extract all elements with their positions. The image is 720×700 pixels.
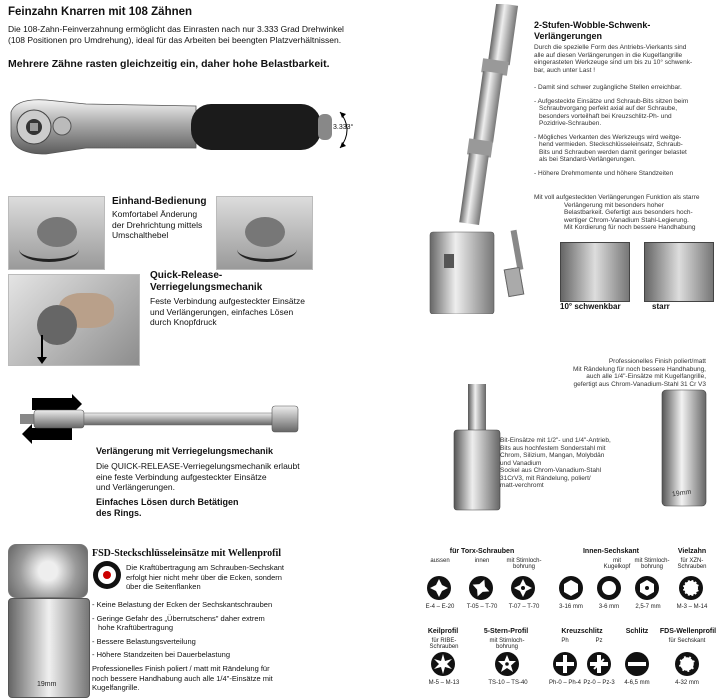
angle-label: 3.333°	[333, 124, 354, 131]
fds-group-title: FDS-Wellenprofil	[659, 628, 717, 635]
finish-text: Professionelles Finish poliert/matt Mit Rändelung für noch bessere Handhabung, auch alle 1/4"-Einsätze mit Kugelfangrille, gefertigt aus Chrom-Vanadium-Stahl 31 Cr V3	[573, 358, 706, 388]
slot-range: 4-6,5 mm	[624, 680, 650, 686]
onehand-text: Komfortabel Änderung der Drehrichtung mittels Umschalthebel	[112, 209, 203, 240]
hex-socket-icon	[559, 576, 583, 600]
torx-tamper-range: T-07 – T-70	[508, 604, 540, 610]
fsd-bullets: - Keine Belastung der Ecken der Sechskantschrauben - Geringe Gefahr des „Überrutschens" daher extrem hohe Kraftübertragung - Bessere Belastungsverteilung - Höhere Standzeiten bei Dauerbelastung	[92, 600, 273, 659]
torx-sub-tamper: mit Stirnloch-bohrung	[506, 558, 542, 570]
fsd-profile-icon	[92, 560, 122, 590]
fsd-title: FSD-Steckschlüsseleinsätze mit Wellenprofil	[92, 548, 282, 559]
xzn-sub: für XZN-Schrauben	[677, 558, 707, 570]
extension-bar-image	[10, 392, 310, 450]
slot-group-title: Schlitz	[625, 628, 649, 635]
pentalobe-sub: mit Stirnloch-bohrung	[489, 638, 525, 650]
profile-icons-row1	[425, 574, 715, 602]
hex-ball-range: 3-6 mm	[598, 604, 620, 610]
hex-tamper-range: 2,5-7 mm	[635, 604, 661, 610]
onehand-photo-right	[216, 196, 313, 270]
pentalobe-group-title: 5-Stern-Profil	[483, 628, 529, 635]
ph-sub: Ph	[561, 638, 569, 644]
pentalobe-range: TS-10 – TS-40	[488, 680, 528, 686]
fsd-socket-image	[8, 598, 90, 698]
xzn-range: M-3 – M-14	[676, 604, 708, 610]
fsd-socket-label: 19mm	[37, 681, 57, 688]
bits-text: Bit-Einsätze mit 1/2"- und 1/4"-Antrieb, Bits aus hochfestem Sonderstahl mit Chrom, Silizium, Mangan, Molybdän und Vanadium Sockel aus Chrom-Vanadium-Stahl 31CrV3, mit Rändelung, poliert/ matt-verchromt	[500, 437, 611, 489]
wobble-angle-sketch	[502, 230, 530, 300]
xzn-icon	[679, 576, 703, 600]
phillips-icon	[553, 652, 577, 676]
ribe-group-title: Keilprofil	[427, 628, 459, 635]
rigid-label: starr	[652, 302, 670, 311]
swivel-label: 10° schwenkbar	[560, 302, 621, 311]
onehand-photo-left	[8, 196, 105, 270]
xzn-group-title: Vielzahn	[677, 548, 707, 555]
pz-range: Pz-0 – Pz-3	[583, 680, 615, 686]
ribe-icon	[431, 652, 455, 676]
onehand-title: Einhand-Bedienung	[112, 196, 207, 207]
page-title: Feinzahn Knarren mit 108 Zähnen	[8, 6, 193, 18]
hex-range: 3-16 mm	[559, 604, 583, 610]
fsd-intro: Die Kraftübertragung am Schrauben-Sechskant erfolgt hier nicht mehr über die Ecken, sondern über die Seitenflanken	[126, 563, 285, 591]
fds-sub: für Sechskant	[668, 638, 706, 644]
ph-range: Ph-0 – Ph-4	[548, 680, 582, 686]
extension-bold-text: Einfaches Lösen durch Betätigen des Rings.	[96, 497, 239, 518]
intro-text: Die 108-Zahn-Feinverzahnung ermöglicht das Einrasten nach nur 3.333 Grad Drehwinkel (108 Positionen pro Umdrehung), ideal für das Arbeiten bei beengten Platzverhältnissen.	[8, 24, 344, 45]
ribe-sub: für RIBE-Schrauben	[429, 638, 459, 650]
pentalobe-icon	[495, 652, 519, 676]
quick-release-photo	[8, 274, 140, 366]
socket-size-label: 19mm	[671, 488, 692, 499]
hex-group-title: Innen-Sechskant	[582, 548, 639, 555]
ribe-range: M-5 – M-13	[428, 680, 460, 686]
torx-group-title: für Torx-Schrauben	[449, 548, 515, 555]
fds-wave-icon	[675, 652, 699, 676]
pozidriv-icon	[587, 652, 611, 676]
torx-tamper-icon	[511, 576, 535, 600]
wobble-intro: Durch die spezielle Form des Antriebs-Vierkants sind alle auf diesen Verlängerungen in die Kugelfangrille eingerasteten Werkzeuge sind um bis zu 10° schwenk- bar, auch unter Last !	[534, 44, 693, 74]
pz-sub: Pz	[595, 638, 603, 644]
headline: Mehrere Zähne rasten gleichzeitig ein, daher hohe Belastbarkeit.	[8, 58, 330, 70]
wobble-outro: Mit voll aufgesteckten Verlängerungen Funktion als starre Verlängerung mit besonders hoher Belastbarkeit. Gefertigt aus besonders hoch- wertiger Chrom-Vanadium Stahl-Legierung. Mit Kordierung für noch bessere Handhabung	[534, 194, 700, 231]
bit-socket-image	[448, 380, 508, 512]
torx-internal-range: T-05 – T-70	[466, 604, 498, 610]
hex-sub-ball: mit Kugelkopf	[603, 558, 631, 570]
torx-external-icon	[427, 576, 451, 600]
slot-icon	[625, 652, 649, 676]
profile-icons-row2	[425, 650, 715, 678]
cross-group-title: Kreuzschlitz	[561, 628, 603, 635]
fds-range: 4-32 mm	[675, 680, 699, 686]
extension-text: Die QUICK-RELEASE-Verriegelungsmechanik erlaubt eine feste Verbindung aufgesteckter Einsätze und Verlängerungen.	[96, 461, 300, 492]
hex-ball-icon	[597, 576, 621, 600]
fsd-outro: Professionelles Finish poliert / matt mit Rändelung für noch bessere Handhabung auch alle 1/4"-Einsätze mit Kugelfangrille.	[92, 664, 273, 692]
quick-release-text: Feste Verbindung aufgesteckter Einsätze und Verlängerungen, einfaches Lösen durch Knopfdruck	[150, 296, 305, 327]
torx-external-range: E-4 – E-20	[425, 604, 455, 610]
rigid-photo	[644, 242, 714, 302]
extension-title: Verlängerung mit Verriegelungsmechanik	[96, 446, 274, 456]
fsd-socket-top-image	[8, 544, 88, 598]
torx-sub-external: aussen	[430, 558, 450, 564]
ratchet-image	[6, 92, 366, 168]
wobble-bullets: - Damit sind schwer zugängliche Stellen erreichbar. - Aufgesteckte Einsätze und Schraub-Bits sitzen beim Schraubvorgang perfekt axial auf der Schraube, besonders vorteilhaft bei Kreuzschlitz-Ph- und Pozidrive-Schrauben. - Mögliches Verkanten des Werkzeugs wird weitge- hend vermieden. Steckschlüsseleinsatz, Schraub- Bits und Schrauben werden damit geringer belastet als bei Standard-Verlängerungen. - Höhere Drehmomente und höhere Standzeiten	[534, 84, 689, 177]
quick-release-title: Quick-Release- Verriegelungsmechanik	[150, 270, 263, 293]
swivel-photo	[560, 242, 630, 302]
torx-internal-icon	[469, 576, 493, 600]
torx-sub-internal: innen	[474, 558, 490, 564]
wobble-title: 2-Stufen-Wobble-Schwenk- Verlängerungen	[534, 20, 651, 41]
hex-tamper-icon	[635, 576, 659, 600]
hex-sub-tamper: mit Stirnloch-bohrung	[634, 558, 670, 570]
